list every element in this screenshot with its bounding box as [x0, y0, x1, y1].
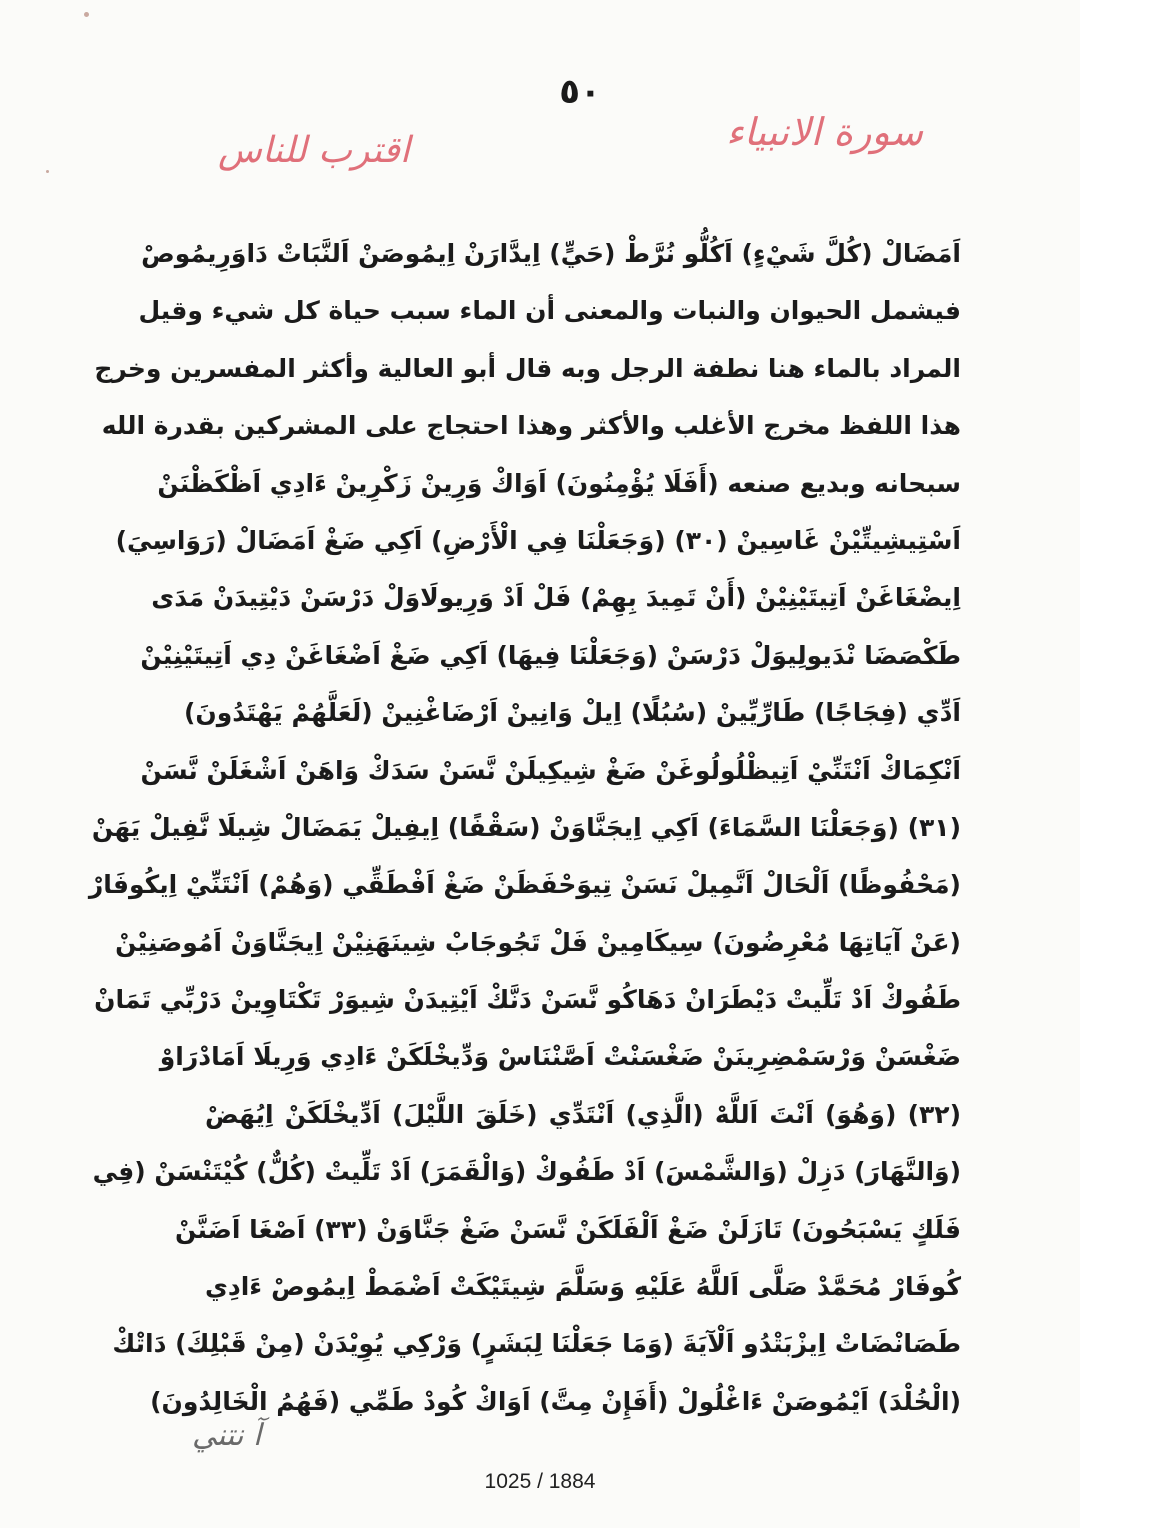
page-number: ٥٠	[559, 72, 601, 112]
text-line: (الْخُلْدَ) اَيْمُوصَنْ ءَاغْلُولْ (أَفَإِنْ مِتَّ) اَوَاكْ كُودْ طَمِّي (فَهُمُ الْخَالِدُونَ)	[150, 1386, 961, 1416]
text-line: (مَحْفُوظًا) اَلْحَالْ اَنَّمِيلْ نَسَنْ تِيوَحْفَظَنْ ضَغْ اَفْطَقِّي (وَهُمْ) اَنْتَنِّيْ اِيكُوفَارْ	[88, 870, 961, 900]
text-line: اَنْكِمَاكْ اَنْتَنِّيْ اَتِيظْلُولُوغَنْ ضَغْ شِيكِيلَنْ نَّسَنْ سَدَكْ وَاهَنْ اَشْغَلَنْ نَّسَنْ	[140, 755, 961, 785]
text-line: فيشمل الحيوان والنبات والمعنى أن الماء سبب حياة كل شيء وقيل	[138, 296, 961, 326]
text-line: سبحانه وبديع صنعه (أَفَلَا يُؤْمِنُونَ) اَوَاكْ وَرِينْ زَكْرِينْ ءَادِي اَظْكَظْنَنْ	[157, 468, 961, 498]
text-line: اَدِّي (فِجَاجًا) طَارِّيِّينْ (سُبُلًا) اِيلْ وَانِينْ اَرْضَاغْنِينْ (لَعَلَّهُمْ يَهْتَدُونَ)	[183, 698, 961, 728]
text-line: كُوفَارْ مُحَمَّدْ صَلَّى اَللَّهُ عَلَيْهِ وَسَلَّمَ شِيتَيْكَتْ اَضْمَطْ اِيمُوصْ ءَادِي	[205, 1272, 961, 1302]
text-line: طَكْصَضَا نْدَيولِيوَلْ دَرْسَنْ (وَجَعَلْنَا فِيهَا) اَكِي ضَغْ اَضْغَاغَنْ دِي اَتِيتَيْنِيْنْ	[140, 640, 961, 670]
text-line: طَفُوكْ اَدْ تَلِّيتْ دَيْطَرَانْ دَهَاكُو نَّسَنْ دَنَّكْ اَيْتِيدَنْ شِيوَرْ تَكْتَاوِينْ دَرْبِّي تَمَانْ	[94, 985, 961, 1015]
text-line: (وَالنَّهَارَ) دَزِلْ (وَالشَّمْسَ) اَدْ طَفُوكْ (وَالْقَمَرَ) اَدْ تَلِّيتْ (كُلٌّ) كُيْتَنْسَنْ (فِي	[92, 1157, 961, 1187]
text-line: ضَغْسَنْ وَرْسَمْضِرِينَنْ ضَغْسَنْتْ اَصَّنْنَاسْ وَدِّيخْلَكَنْ ءَادِي وَرِيلَا اَمَادْرَاوْ	[159, 1042, 961, 1072]
scan-speck	[46, 170, 49, 173]
text-line: هذا اللفظ مخرج الأغلب والأكثر وهذا احتجاج على المشركين بقدرة الله	[101, 411, 961, 441]
text-line: فَلَكٍ يَسْبَحُونَ) تَازَلَنْ ضَغْ اَلْفَلَكَنْ نَّسَنْ ضَغْ جَنَّاوَنْ (٣٣) اَصْغَا اَضَنَّنْ	[175, 1214, 961, 1244]
text-line: طَصَانْضَاتْ اِيزْبَتْدُو اَلْآيَةَ (وَمَا جَعَلْنَا لِبَشَرٍ) وَرْكِي يُوِيْدَنْ (مِنْ قَبْلِكَ) دَاتْكْ	[112, 1329, 961, 1359]
text-line: (٣٢) (وَهُوَ) اَنْتَ اَللَّهْ (الَّذِي) اَنْتَدِّي (خَلَقَ اللَّيْلَ) اَدِّيخْلَكَنْ اِيُهَضْ	[205, 1099, 961, 1129]
pagination-counter: 1025 / 1884	[484, 1470, 596, 1493]
surah-name-note: سورة الانبياء	[726, 110, 923, 154]
scan-speck	[84, 12, 89, 17]
juz-name-note: اقترب للناس	[218, 130, 410, 171]
text-body	[88, 225, 961, 1430]
text-line: اِيضْغَاغَنْ اَتِيتَيْنِيْنْ (أَنْ تَمِيدَ بِهِمْ) فَلْ اَدْ وَرِيولَاوَلْ دَرْسَنْ دَيْتِيدَنْ مَدَى	[151, 583, 961, 613]
text-line: اَسْتِيشِيتِّيْنْ غَاسِينْ (٣٠) (وَجَعَلْنَا فِي الْأَرْضِ) اَكِي ضَغْ اَمَضَالْ (رَوَاسِيَ)	[115, 525, 961, 555]
catchword: آ نتني	[192, 1418, 262, 1453]
text-line: المراد بالماء هنا نطفة الرجل وبه قال أبو العالية وأكثر المفسرين وخرج	[94, 353, 961, 383]
text-line: اَمَضَالْ (كُلَّ شَيْءٍ) اَكُلُّو نُرَّطْ (حَيٍّ) اِيدَّارَنْ اِيمُوصَنْ اَلنَّبَاتْ دَاوَرِيمُوصْ	[141, 239, 961, 268]
text-line: (عَنْ آيَاتِهَا مُعْرِضُونَ) سِيكَامِينْ فَلْ تَجُوجَابْ شِينَهَنِيْنْ اِيجَنَّاوَنْ اَمُوصَنِيْنْ	[115, 927, 961, 957]
text-line: (٣١) (وَجَعَلْنَا السَّمَاءَ) اَكِي اِيجَنَّاوَنْ (سَقْفًا) اِيفِيلْ يَمَضَالْ شِيلَا نَّفِيلْ يَهَنْ	[91, 812, 961, 842]
